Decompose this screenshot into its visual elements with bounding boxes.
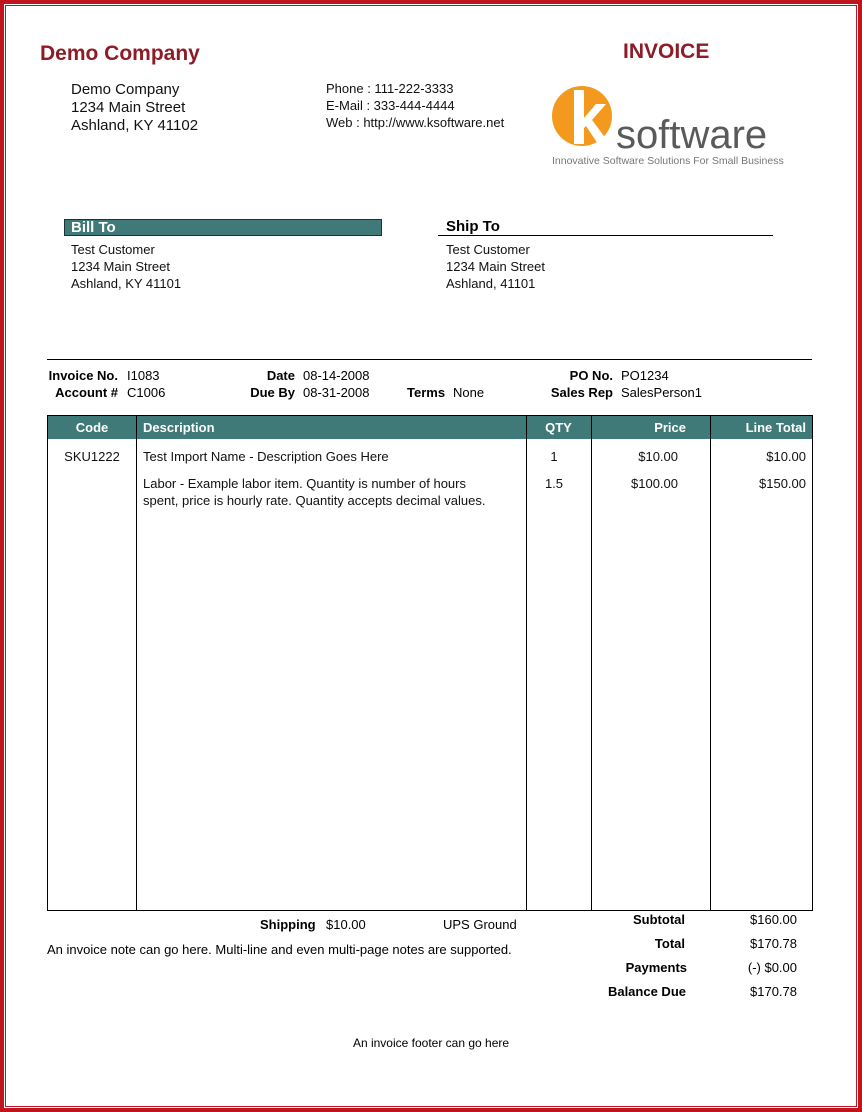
invoice-title: INVOICE [623, 40, 710, 63]
sales-rep-label: Sales Rep [550, 385, 613, 400]
subtotal-value: $160.00 [750, 912, 797, 927]
ship-to-address [446, 241, 545, 292]
terms-label: Terms [407, 385, 446, 400]
col-separator [136, 416, 137, 910]
ksoftware-logo-icon [552, 84, 792, 170]
bill-to-heading: Bill To [64, 219, 382, 236]
balance-due-label: Balance Due [607, 984, 686, 999]
row-qty: 1 [550, 449, 558, 464]
payments-value: (-) $0.00 [747, 960, 797, 975]
col-price: Price [654, 420, 686, 435]
shipping-label: Shipping [260, 917, 316, 932]
row-code: SKU1222 [64, 449, 120, 464]
bill-to-address [71, 241, 181, 292]
col-description: Description [143, 420, 215, 435]
contact-web: Web : http://www.ksoftware.net [326, 115, 505, 130]
sales-rep-value: SalesPerson1 [621, 385, 702, 400]
col-qty: QTY [545, 420, 572, 435]
bill-to-line: Test Customer [71, 242, 155, 257]
bill-to-line: 1234 Main Street [71, 259, 171, 274]
subtotal-label: Subtotal [633, 912, 685, 927]
payments-label: Payments [625, 960, 687, 975]
ksoftware-logo [552, 84, 792, 170]
table-header [48, 416, 812, 439]
date-label: Date [266, 368, 295, 383]
contact-phone: Phone : 111-222-3333 [326, 81, 454, 96]
shipping-method: UPS Ground [443, 917, 517, 932]
company-title: Demo Company [40, 42, 200, 65]
ship-to-line: Test Customer [446, 242, 530, 257]
ship-to-heading: Ship To [438, 219, 773, 236]
row-qty: 1.5 [544, 476, 564, 491]
divider [47, 359, 812, 360]
col-line-total: Line Total [745, 420, 806, 435]
po-label: PO No. [569, 368, 613, 383]
contact-email: E-Mail : 333-444-4444 [326, 98, 455, 113]
row-total: $150.00 [759, 476, 806, 491]
col-code: Code [75, 420, 109, 435]
due-label: Due By [250, 385, 295, 400]
invoice-no-label: Invoice No. [48, 368, 118, 383]
row-description: Test Import Name - Description Goes Here [143, 449, 389, 464]
account-label: Account # [55, 385, 118, 400]
invoice-no-value: I1083 [127, 368, 160, 383]
bill-to-line: Ashland, KY 41101 [71, 276, 182, 291]
account-value: C1006 [127, 385, 166, 400]
logo-tagline: Innovative Software Solutions For Small Business [552, 155, 784, 167]
line-items-table [47, 415, 813, 911]
company-address-line: 1234 Main Street [71, 99, 186, 116]
terms-value: None [453, 385, 485, 400]
company-address-line: Demo Company [71, 81, 180, 98]
due-value: 08-31-2008 [303, 385, 370, 400]
row-description: Labor - Example labor item. Quantity is number of hours [143, 476, 466, 491]
invoice-note: An invoice note can go here. Multi-line and even multi-page notes are supported. [47, 942, 512, 957]
total-label: Total [654, 936, 685, 951]
invoice-footer: An invoice footer can go here [352, 1036, 510, 1050]
company-contact [326, 80, 504, 131]
logo-word: software [616, 113, 768, 157]
date-value: 08-14-2008 [303, 368, 370, 383]
company-address [71, 81, 198, 135]
row-description: spent, price is hourly rate. Quantity accepts decimal values. [143, 493, 486, 508]
po-value: PO1234 [621, 368, 669, 383]
shipping-amount: $10.00 [326, 917, 366, 932]
row-total: $10.00 [766, 449, 806, 464]
total-value: $170.78 [750, 936, 797, 951]
ship-to-line: 1234 Main Street [446, 259, 546, 274]
row-price: $100.00 [631, 476, 678, 491]
company-address-line: Ashland, KY 41102 [71, 117, 199, 134]
row-price: $10.00 [638, 449, 678, 464]
balance-due-value: $170.78 [750, 984, 797, 999]
ship-to-line: Ashland, 41101 [446, 276, 536, 291]
